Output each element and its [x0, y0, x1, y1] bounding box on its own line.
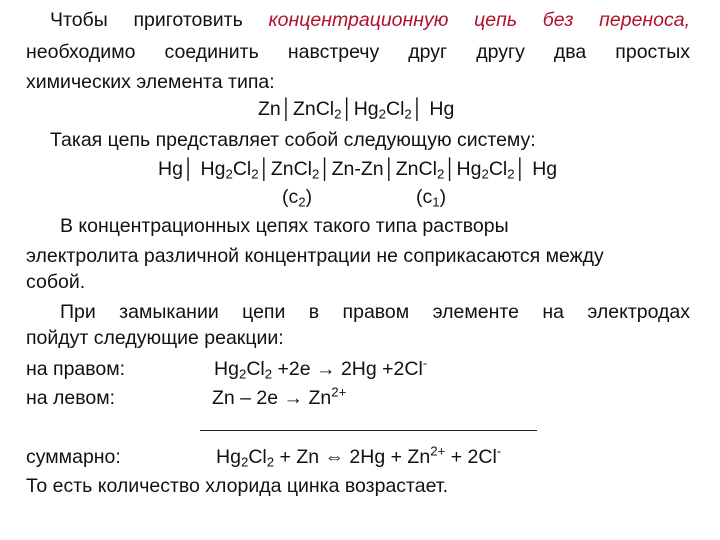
right-electrode-reaction: $Hg_2Cl_2 +2e \to 2Hg +2Cl^-$	[214, 355, 428, 382]
paragraph4-line-2: пойдут следующие реакции:	[26, 327, 284, 349]
total-reaction: $Hg_2Cl_2 + Zn$ ⇔ $2Hg + Zn^{2+} + 2Cl^-$	[216, 443, 502, 470]
intro-lead-text: Чтобы приготовить	[50, 9, 243, 31]
paragraph3-line-2: электролита различной концентрации не соприкасаются между	[26, 245, 604, 267]
total-reaction-label: суммарно:	[26, 446, 121, 468]
conclusion-text: То есть количество хлорида цинка возрастает.	[26, 475, 448, 497]
paragraph4-line-1: При замыкании цепи в правом элементе на электродах	[60, 301, 690, 323]
intro-line-3: химических элемента типа:	[26, 71, 275, 93]
intro-line-2: необходимо соединить навстречу друг другу два простых	[26, 41, 690, 63]
simple-cell-formula: $Zn│ZnCl_2│Hg_2Cl_2│$ Hg	[258, 98, 455, 122]
left-electrode-reaction: $Zn - 2e \to Zn^{2+}$	[212, 384, 347, 409]
summation-divider	[200, 430, 537, 431]
paragraph3-line-3: собой.	[26, 271, 86, 293]
concentration-c2: $(c_2)$	[282, 186, 313, 210]
double-arrow-icon: ⇔	[324, 446, 345, 468]
right-electrode-label: на правом:	[26, 358, 126, 380]
arrow-right-icon: →	[283, 387, 304, 409]
left-electrode-label: на левом:	[26, 387, 116, 409]
cell-system-formula: Hg│ $Hg_2Cl_2│ZnCl_2│Zn-Zn│ZnCl_2│Hg_2Cl_2│$ Hg	[158, 158, 558, 182]
concentration-c1: $(c_1)$	[416, 186, 447, 210]
concentration-chain-term: концентрационную цепь без переноса,	[268, 9, 691, 31]
intro-line-1	[50, 8, 690, 32]
system-intro-text: Такая цепь представляет собой следующую систему:	[50, 129, 536, 151]
paragraph3-line-1: В концентрационных цепях такого типа растворы	[60, 215, 509, 237]
arrow-right-icon: →	[316, 358, 336, 380]
